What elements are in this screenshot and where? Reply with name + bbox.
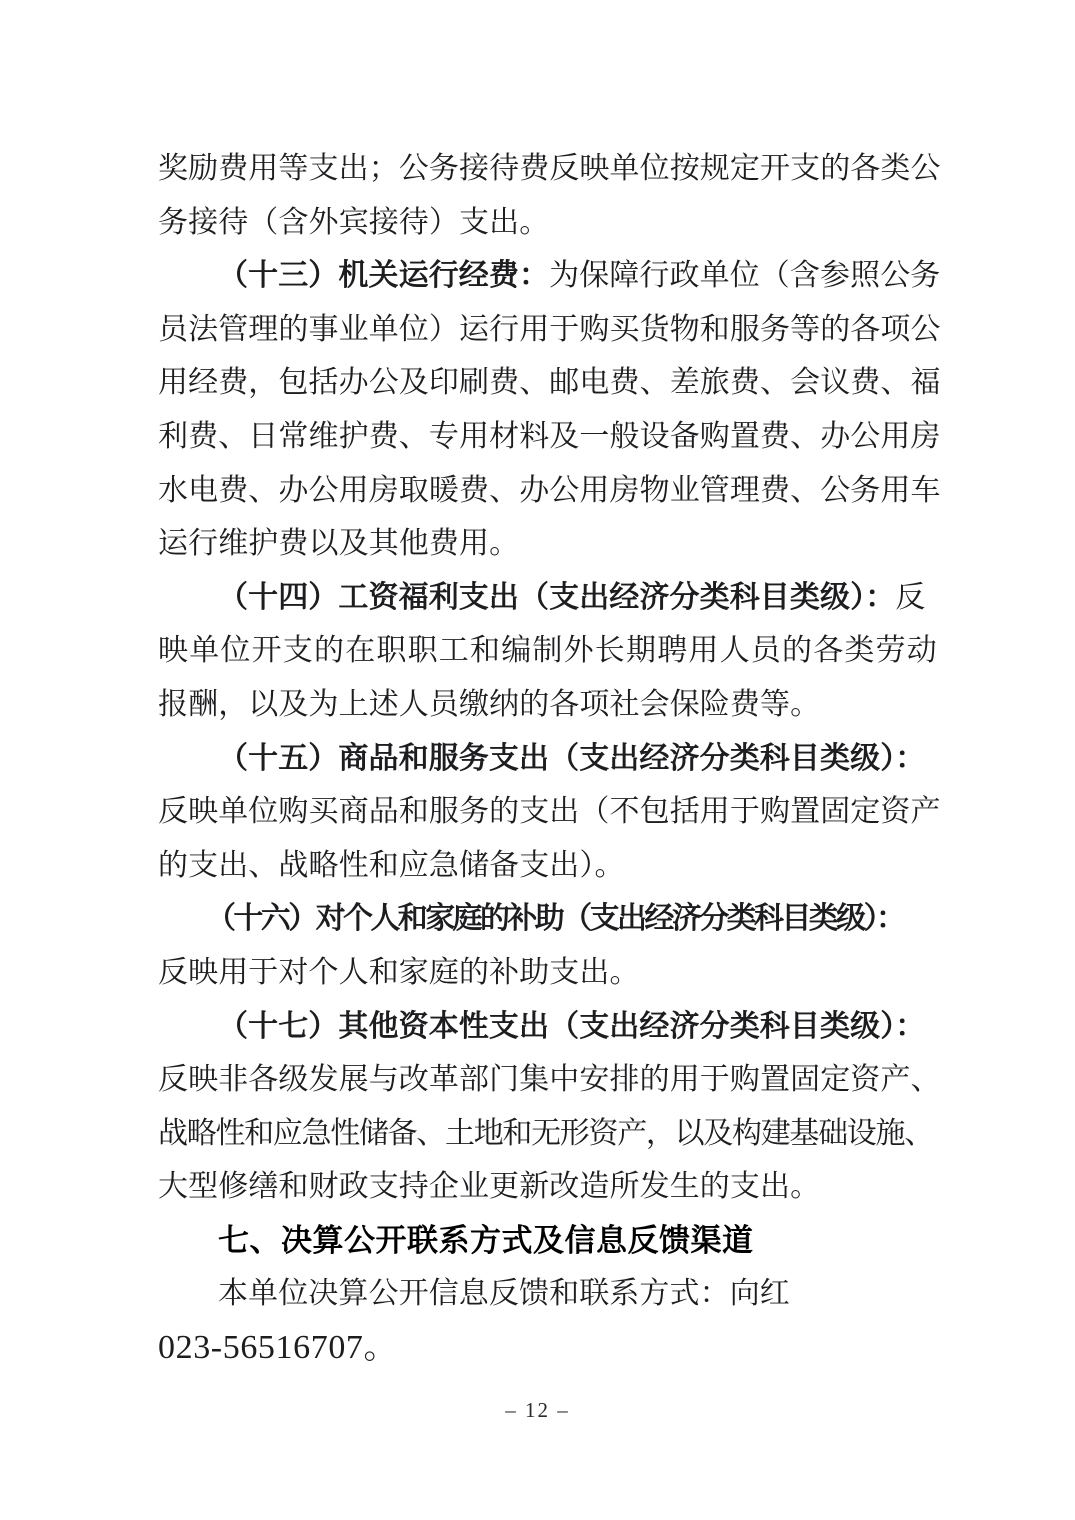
body-text: 映单位开支的在职职工和编制外长期聘用人员的各类劳动 [158, 634, 938, 668]
body-text: 务接待（含外宾接待）支出。 [158, 205, 550, 239]
emphasis-text: （十七）其他资本性支出（支出经济分类科目类级）： [218, 1009, 926, 1043]
body-text: 的支出、战略性和应急储备支出）。 [158, 848, 625, 882]
body-text: 反映用于对个人和家庭的补助支出。 [158, 955, 640, 989]
text-line [158, 785, 942, 839]
body-text: 大型修缮和财政支持企业更新改造所发生的支出。 [158, 1170, 821, 1204]
text-line [158, 946, 942, 1000]
body-text: 报酬，以及为上述人员缴纳的各项社会保险费等。 [158, 687, 821, 721]
body-text: 奖励费用等支出；公务接待费反映单位按规定开支的各类公 [158, 152, 941, 185]
body-text: 为保障行政单位（含参照公务 [549, 259, 941, 293]
text-line [158, 356, 942, 410]
page-number: – 12 – [505, 1398, 570, 1422]
text-line [158, 1000, 942, 1054]
body-text: 023-56516707。 [158, 1329, 399, 1367]
text-line [158, 892, 942, 946]
text-line [158, 678, 942, 732]
para-item-14 [158, 571, 942, 732]
body-text: 反映单位购买商品和服务的支出（不包括用于购置固定资产 [158, 795, 941, 829]
para-item-17 [158, 1000, 942, 1214]
text-line [158, 142, 942, 196]
emphasis-text: （十三）机关运行经费： [218, 259, 550, 293]
text-line [158, 517, 942, 571]
body-text: 利费、日常维护费、专用材料及一般设备购置费、办公用房 [158, 419, 941, 453]
body-text: 战略性和应急性储备、土地和无形资产，以及构建基础设施、 [158, 1116, 933, 1150]
text-line [158, 464, 942, 518]
text-line [158, 1107, 942, 1161]
text-line [158, 732, 942, 786]
section-heading-7 [158, 1214, 942, 1268]
emphasis-text: （十五）商品和服务支出（支出经济分类科目类级）： [218, 741, 926, 775]
body-text: 反映非各级发展与改革部门集中安排的用于购置固定资产、 [158, 1063, 941, 1097]
text-line [158, 1267, 942, 1321]
para-item-16 [158, 892, 942, 999]
para-carryover [158, 142, 942, 249]
text-line [158, 624, 942, 678]
text-line [158, 1160, 942, 1214]
para-item-15 [158, 732, 942, 893]
emphasis-text: （十六）对个人和家庭的补助（支出经济分类科目类级）： [206, 902, 904, 936]
emphasis-text: （十四）工资福利支出（支出经济分类科目类级）： [218, 580, 896, 614]
text-line [158, 410, 942, 464]
page-footer [0, 1398, 1075, 1423]
text-line [158, 571, 942, 625]
body-text: 反 [895, 580, 926, 614]
body-text: 本单位决算公开信息反馈和联系方式：向红 [218, 1277, 790, 1311]
text-line [158, 303, 942, 357]
body-text: 水电费、办公用房取暖费、办公用房物业管理费、公务用车 [158, 473, 941, 507]
section-heading-line [158, 1214, 942, 1268]
text-line [158, 839, 942, 893]
text-line [158, 249, 942, 303]
text-line [158, 1053, 942, 1107]
body-text: 用经费，包括办公及印刷费、邮电费、差旅费、会议费、福 [158, 366, 941, 400]
body-text: 运行维护费以及其他费用。 [158, 527, 520, 561]
emphasis-text: 七、决算公开联系方式及信息反馈渠道 [218, 1222, 754, 1258]
text-line [158, 1321, 942, 1375]
para-item-13 [158, 249, 942, 571]
body-text: 员法管理的事业单位）运行用于购买货物和服务等的各项公 [158, 312, 941, 346]
para-contact [158, 1267, 942, 1374]
document-body [158, 142, 942, 1375]
text-line [158, 196, 942, 250]
